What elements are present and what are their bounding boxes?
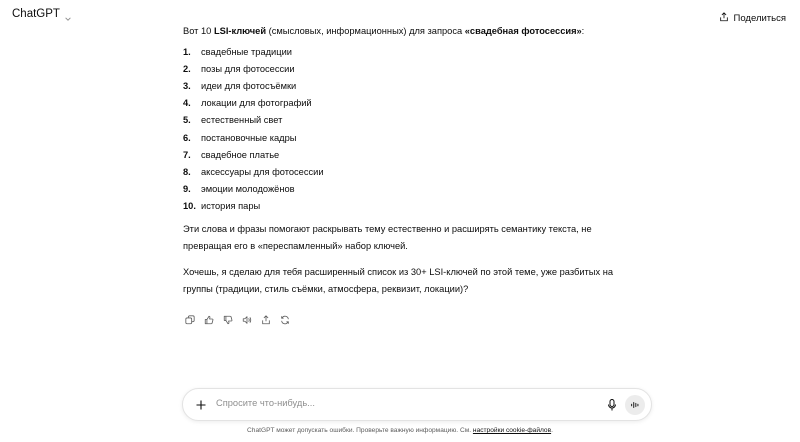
list-number: 6. <box>183 132 191 143</box>
prompt-input[interactable] <box>216 398 596 408</box>
list-number: 9. <box>183 183 191 194</box>
list-item-text: естественный свет <box>201 115 283 126</box>
message-actions <box>182 313 292 326</box>
list-number: 8. <box>183 166 191 177</box>
list-item <box>183 61 633 78</box>
message-paragraph: Эти слова и фразы помогают раскрывать тему естественно и расширять семантику текста, не превращая его в «переспамленный» набор ключей. <box>183 223 592 252</box>
thumbs-up-icon[interactable] <box>201 313 216 326</box>
attach-plus-icon[interactable] <box>195 398 207 410</box>
model-selector[interactable] <box>12 8 72 20</box>
intro-text: Вот 10 <box>183 26 214 36</box>
list-number: 3. <box>183 81 191 92</box>
share-button[interactable] <box>719 9 786 27</box>
list-item-text: свадебные традиции <box>201 47 292 58</box>
list-item <box>183 78 633 95</box>
disclaimer-footer <box>0 427 800 434</box>
intro-bold-term: LSI-ключей <box>213 26 267 36</box>
list-item <box>183 44 633 61</box>
list-number: 4. <box>183 98 191 109</box>
intro-bold-query: «свадебная фотосессия» <box>464 26 582 36</box>
assistant-message <box>183 25 633 299</box>
share-icon[interactable] <box>258 313 273 326</box>
list-item-text: позы для фотосессии <box>201 64 295 75</box>
list-item <box>183 198 633 215</box>
voice-mode-button[interactable] <box>625 395 645 415</box>
list-item-text: постановочные кадры <box>201 132 297 143</box>
list-item <box>183 129 633 146</box>
lsi-keyword-list <box>183 44 633 215</box>
app-title: ChatGPT <box>12 8 60 20</box>
list-number: 2. <box>183 64 191 75</box>
thumbs-down-icon[interactable] <box>220 313 235 326</box>
list-number: 7. <box>183 149 191 160</box>
intro-colon: : <box>581 26 585 36</box>
regenerate-icon[interactable] <box>277 313 292 326</box>
list-item-text: история пары <box>201 200 261 211</box>
microphone-icon[interactable] <box>606 398 618 412</box>
list-item-text: идеи для фотосъёмки <box>201 81 297 92</box>
list-item <box>183 164 633 181</box>
share-label: Поделиться <box>733 12 786 24</box>
voice-waveform-icon <box>630 400 640 410</box>
list-item <box>183 95 633 112</box>
intro-text-middle: (смысловых, информационных) для запроса <box>266 26 465 36</box>
list-number: 5. <box>183 115 191 126</box>
cookie-settings-link[interactable]: настройки cookie-файлов <box>472 427 552 434</box>
message-question: Хочешь, я сделаю для тебя расширенный список из 30+ LSI-ключей по этой теме, уже разбитых на группы (традиции, стиль съёмки, атмосфера, реквизит, локации)? <box>183 266 614 295</box>
list-number: 1. <box>183 47 191 58</box>
list-item-text: свадебное платье <box>201 149 280 160</box>
list-item-text: аксессуары для фотосессии <box>201 166 324 177</box>
share-icon <box>719 9 729 27</box>
list-item <box>183 147 633 164</box>
list-number: 10. <box>183 200 196 211</box>
prompt-composer <box>182 388 652 421</box>
list-item <box>183 112 633 129</box>
read-aloud-icon[interactable] <box>239 313 254 326</box>
copy-icon[interactable] <box>182 313 197 326</box>
disclaimer-text: ChatGPT может допускать ошибки. Проверьте важную информацию. См. <box>247 427 473 434</box>
list-item-text: локации для фотографий <box>201 98 312 109</box>
disclaimer-suffix: . <box>551 427 553 434</box>
chevron-down-icon <box>64 10 72 18</box>
list-item <box>183 181 633 198</box>
message-intro <box>183 25 633 38</box>
list-item-text: эмоции молодожёнов <box>201 183 295 194</box>
